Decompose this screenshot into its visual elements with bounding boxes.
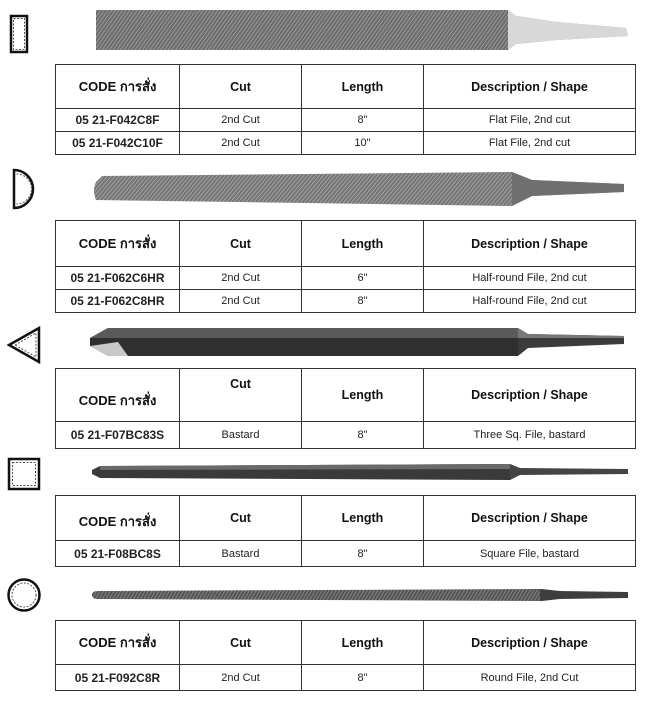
length-cell: 8" [302,665,424,691]
length-header: Length [302,221,424,267]
flat-rectangle-icon [8,14,30,59]
table-row [56,541,636,567]
three-square-file-image [88,324,632,365]
length-header: Length [302,65,424,109]
description-header: Description / Shape [424,369,636,422]
table-row [56,665,636,691]
square-file-table [55,495,636,567]
code-header: CODE การสั่ง [56,65,180,109]
table-row [56,290,636,313]
round-file-table [55,620,636,691]
cut-header: Cut [180,369,302,422]
length-header: Length [302,369,424,422]
code-cell: 05 21-F042C10F [56,132,180,155]
cut-cell: 2nd Cut [180,267,302,290]
code-header: CODE การสั่ง [56,369,180,422]
code-cell: 05 21-F042C8F [56,109,180,132]
cut-header: Cut [180,496,302,541]
description-cell: Flat File, 2nd cut [424,109,636,132]
length-cell: 8" [302,290,424,313]
cut-cell: 2nd Cut [180,290,302,313]
code-cell: 05 21-F07BC83S [56,422,180,449]
code-header: CODE การสั่ง [56,496,180,541]
length-cell: 6" [302,267,424,290]
round-file-image [90,584,634,611]
description-cell: Round File, 2nd Cut [424,665,636,691]
description-cell: Square File, bastard [424,541,636,567]
code-cell: 05 21-F062C6HR [56,267,180,290]
square-icon [7,457,41,496]
cut-cell: 2nd Cut [180,132,302,155]
square-file-image [90,460,634,489]
code-cell: 05 21-F092C8R [56,665,180,691]
table-row [56,109,636,132]
length-cell: 10" [302,132,424,155]
half-round-icon [8,168,36,215]
cut-cell: 2nd Cut [180,109,302,132]
description-header: Description / Shape [424,496,636,541]
description-cell: Three Sq. File, bastard [424,422,636,449]
description-cell: Flat File, 2nd cut [424,132,636,155]
triangle-icon [6,325,42,370]
circle-icon [6,577,42,618]
table-row [56,267,636,290]
description-cell: Half-round File, 2nd cut [424,290,636,313]
cut-cell: Bastard [180,422,302,449]
code-cell: 05 21-F08BC8S [56,541,180,567]
description-header: Description / Shape [424,221,636,267]
length-header: Length [302,496,424,541]
table-row [56,132,636,155]
description-header: Description / Shape [424,65,636,109]
flat-file-image [96,6,636,57]
length-cell: 8" [302,422,424,449]
half-round-file-image [92,166,632,219]
three-square-file-table [55,368,636,449]
code-header: CODE การสั่ง [56,221,180,267]
length-cell: 8" [302,541,424,567]
cut-header: Cut [180,221,302,267]
length-cell: 8" [302,109,424,132]
cut-cell: Bastard [180,541,302,567]
length-header: Length [302,621,424,665]
code-cell: 05 21-F062C8HR [56,290,180,313]
cut-header: Cut [180,65,302,109]
description-cell: Half-round File, 2nd cut [424,267,636,290]
cut-cell: 2nd Cut [180,665,302,691]
table-row [56,422,636,449]
flat-file-table [55,64,636,155]
cut-header: Cut [180,621,302,665]
half-round-file-table [55,220,636,313]
code-header: CODE การสั่ง [56,621,180,665]
description-header: Description / Shape [424,621,636,665]
